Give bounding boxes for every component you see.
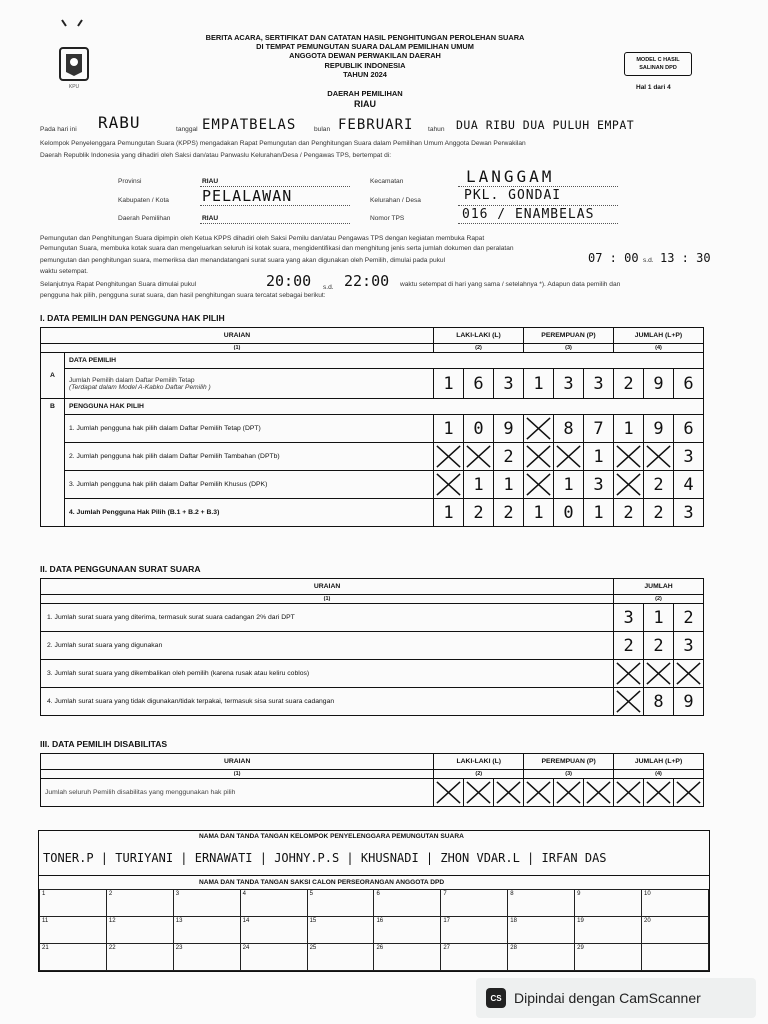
count-start-time: 20:00 [266,272,312,290]
tanggal-value: EMPATBELAS [202,117,297,133]
camscanner-logo-icon: CS [486,988,506,1008]
witness-slot: 12 [106,917,173,944]
witness-signature-grid [39,889,709,971]
cross-mark [464,443,494,471]
kecamatan-label: Kecamatan [370,178,404,185]
kpps-signature-title: NAMA DAN TANDA TANGAN KELOMPOK PENYELENGGARA PEMUNGUTAN SUARA [199,833,464,840]
end-time: 13 : 30 [660,251,711,265]
col-num-4: (4) [614,770,704,779]
cross-mark [524,443,554,471]
col-num-1: (1) [41,770,434,779]
col-num-3: (3) [524,344,614,353]
daerah-pemilihan: DAERAH PEMILIHAN RIAU [327,89,403,109]
para-line-2: Pemungutan Suara, membuka kotak suara dan mengeluarkan seluruh isi kotak suara, mengidentifikasi dan menghitung jenis serta jumlah dokumen dan peralatan [40,245,514,252]
witness-slot: 5 [307,890,374,917]
section-1-title: I. DATA PEMILIH DAN PENGGUNA HAK PILIH [40,313,225,323]
witness-slot: 10 [642,890,709,917]
cross-mark [614,688,644,716]
para-line-6: pengguna hak pilih, pengguna surat suara, dan hasil penghitungan suara tercatat sebagai berikut: [40,292,326,299]
witness-slot: 6 [374,890,441,917]
section-1-table [40,327,704,527]
witness-slot: 18 [508,917,575,944]
tahun-value: DUA RIBU DUA PULUH EMPAT [456,118,635,132]
witness-slot: 4 [240,890,307,917]
cross-mark [524,471,554,499]
col-perempuan: PEREMPUAN (P) [524,754,614,770]
witness-slot: 1 [40,890,107,917]
section-2-table [40,578,704,716]
witness-slot: 8 [508,890,575,917]
row-a-label: A [41,353,65,399]
col-jumlah: JUMLAH (L+P) [614,754,704,770]
table-row-b3: 3. Jumlah pengguna hak pilih dalam Daftar Pemilih Khusus (DPK) 1 1 1 3 2 4 [41,471,704,499]
provinsi-label: Provinsi [118,178,142,185]
para-line-5: Selanjutnya Rapat Penghitungan Suara dimulai pukul [40,281,197,288]
kabupaten-value: PELALAWAN [202,187,293,205]
witness-slot: 27 [441,944,508,971]
provinsi-value: RIAU [202,178,219,185]
witness-slot: 13 [173,917,240,944]
table-row-ss1: 1. Jumlah surat suara yang diterima, termasuk surat suara cadangan 2% dari DPT 3 1 2 [41,604,704,632]
intro-line-3: Daerah Republik Indonesia yang dihadiri oleh Saksi dan/atau Panwaslu Kelurahan/Desa / Pengawas TPS, bertempat di: [40,152,392,159]
cross-mark [494,779,524,807]
svg-text:KPU: KPU [68,84,80,90]
witness-slot: 24 [240,944,307,971]
col-num-3: (3) [524,770,614,779]
dapil-label: Daerah Pemilihan [118,215,171,222]
col-uraian: URAIAN [41,754,434,770]
kelurahan-label: Kelurahan / Desa [370,197,421,204]
kpps-signature-names: TONER.P | TURIYANI | ERNAWATI | JOHNY.P.S | KHUSNADI | ZHON VDAR.L | IRFAN DAS [43,851,607,865]
bulan-value: FEBRUARI [338,117,414,133]
cross-mark [614,660,644,688]
pada-hari-label: Pada hari ini [40,126,77,133]
row-b3-label: 3. Jumlah pengguna hak pilih dalam Daftar Pemilih Khusus (DPK) [65,471,434,499]
cross-mark [434,779,464,807]
cross-mark [644,779,674,807]
col-num-4: (4) [614,344,704,353]
table-row-dis1: Jumlah seluruh Pemilih disabilitas yang menggunakan hak pilih [41,779,704,807]
witness-slot: 3 [173,890,240,917]
intro-line-2: Kelompok Penyelenggara Pemungutan Suara (KPPS) mengadakan Rapat Pemungutan dan Penghitungan Suara dalam Pemilihan Umum Anggota Dewan Perwakilan [40,140,526,147]
witness-slot: 19 [575,917,642,944]
section-3-title: III. DATA PEMILIH DISABILITAS [40,739,168,749]
para-line-1: Pemungutan dan Penghitungan Suara dipimpin oleh Ketua KPPS dihadiri oleh Saksi Pemilu dan/atau Pengawas TPS dengan kegiatan membuka Rapat [40,235,485,242]
kelurahan-value: PKL. GONDAI [464,188,562,203]
cross-mark [464,779,494,807]
camscanner-watermark [476,978,756,1018]
witness-slot: 15 [307,917,374,944]
cross-mark [614,443,644,471]
section-2-title: II. DATA PENGGUNAAN SURAT SUARA [40,564,201,574]
bulan-label: bulan [314,126,331,133]
col-num-2: (2) [434,770,524,779]
cross-mark [614,779,644,807]
witness-slot [642,944,709,971]
model-label-box: MODEL C HASIL SALINAN DPD [624,52,692,76]
cross-mark [524,415,554,443]
witness-slot: 26 [374,944,441,971]
row-b2-label: 2. Jumlah pengguna hak pilih dalam Daftar Pemilih Tambahan (DPTb) [65,443,434,471]
kabupaten-label: Kabupaten / Kota [118,197,169,204]
signature-section [38,830,710,972]
table-row-b2: 2. Jumlah pengguna hak pilih dalam Daftar Pemilih Tambahan (DPTb) 2 1 3 [41,443,704,471]
col-laki: LAKI-LAKI (L) [434,754,524,770]
witness-slot: 16 [374,917,441,944]
col-jumlah: JUMLAH (L+P) [614,328,704,344]
row-a1-label: Jumlah Pemilih dalam Daftar Pemilih Tetap (Terdapat dalam Model A-Kabko Daftar Pemilih ) [65,369,434,399]
para-line-5b: waktu setempat di hari yang sama / setelahnya *). Adapun data pemilih dan [400,281,621,288]
start-time: 07 : 00 [588,251,639,265]
witness-slot: 14 [240,917,307,944]
cross-mark [674,779,704,807]
col-laki: LAKI-LAKI (L) [434,328,524,344]
page-number: Hal 1 dari 4 [636,84,671,91]
cross-mark [434,471,464,499]
sd-label-1: s.d. [643,257,654,264]
row-b1-label: 1. Jumlah pengguna hak pilih dalam Daftar Pemilih Tetap (DPT) [65,415,434,443]
witness-slot: 11 [40,917,107,944]
tps-value: 016 / ENAMBELAS [462,207,595,222]
witness-slot: 22 [106,944,173,971]
row-a-title: DATA PEMILIH [65,353,704,369]
hari-value: RABU [98,113,141,132]
cross-mark [584,779,614,807]
row-b-label: B [41,399,65,527]
kecamatan-value: LANGGAM [466,167,555,186]
col-jumlah: JUMLAH [614,579,704,595]
cross-mark [554,443,584,471]
col-uraian: URAIAN [41,579,614,595]
kpu-logo [52,18,96,92]
table-row-b1: 1. Jumlah pengguna hak pilih dalam Daftar Pemilih Tetap (DPT) 1 0 9 8 7 1 9 6 [41,415,704,443]
witness-slot: 25 [307,944,374,971]
row-b-title: PENGGUNA HAK PILIH [65,399,704,415]
cross-mark [434,443,464,471]
witness-slot: 7 [441,890,508,917]
col-num-1: (1) [41,344,434,353]
document-title: BERITA ACARA, SERTIFIKAT DAN CATATAN HASIL PENGHITUNGAN PEROLEHAN SUARA DI TEMPAT PEMUNGUTAN SUARA DALAM PEMILIHAN UMUM ANGGOTA DEWAN PERWAKILAN DAERAH REPUBLIK INDONESIA TAHUN 2024 [205,33,525,79]
row-b4-label: 4. Jumlah Pengguna Hak Pilih (B.1 + B.2 + B.3) [65,499,434,527]
cross-mark [644,660,674,688]
col-uraian: URAIAN [41,328,434,344]
col-num-1: (1) [41,595,614,604]
tahun-label: tahun [428,126,445,133]
para-line-3: pemungutan dan penghitungan suara, memeriksa dan menandatangani surat suara yang akan digunakan oleh Pemilih, dimulai pada pukul [40,257,446,264]
table-row-ss2: 2. Jumlah surat suara yang digunakan 2 2 3 [41,632,704,660]
cross-mark [614,471,644,499]
cross-mark [554,779,584,807]
cross-mark [674,660,704,688]
witness-slot: 21 [40,944,107,971]
witness-slot: 23 [173,944,240,971]
section-3-table [40,753,704,807]
sd-label-2: s.d. [323,284,334,291]
dapil-value: RIAU [202,215,219,222]
table-row-ss4: 4. Jumlah surat suara yang tidak digunakan/tidak terpakai, termasuk sisa surat suara cadangan 8 9 [41,688,704,716]
witness-slot: 17 [441,917,508,944]
saksi-signature-title: NAMA DAN TANDA TANGAN SAKSI CALON PERSEORANGAN ANGGOTA DPD [199,879,445,886]
witness-slot: 20 [642,917,709,944]
col-perempuan: PEREMPUAN (P) [524,328,614,344]
para-line-4: waktu setempat. [40,268,89,275]
tps-label: Nomor TPS [370,215,405,222]
cross-mark [524,779,554,807]
camscanner-text: Dipindai dengan CamScanner [514,990,701,1006]
table-row-b4: 4. Jumlah Pengguna Hak Pilih (B.1 + B.2 + B.3) 1 2 2 1 0 1 2 2 3 [41,499,704,527]
witness-slot: 2 [106,890,173,917]
col-num-2: (2) [434,344,524,353]
witness-slot: 9 [575,890,642,917]
witness-slot: 29 [575,944,642,971]
count-end-time: 22:00 [344,272,390,290]
witness-slot: 28 [508,944,575,971]
table-row-a1: Jumlah Pemilih dalam Daftar Pemilih Tetap (Terdapat dalam Model A-Kabko Daftar Pemilih ) 1 6 3 1 3 3 2 9 6 [41,369,704,399]
table-row-ss3: 3. Jumlah surat suara yang dikembalikan oleh pemilih (karena rusak atau keliru coblos) [41,660,704,688]
col-num-2: (2) [614,595,704,604]
cross-mark [644,443,674,471]
tanggal-label: tanggal [176,126,198,133]
